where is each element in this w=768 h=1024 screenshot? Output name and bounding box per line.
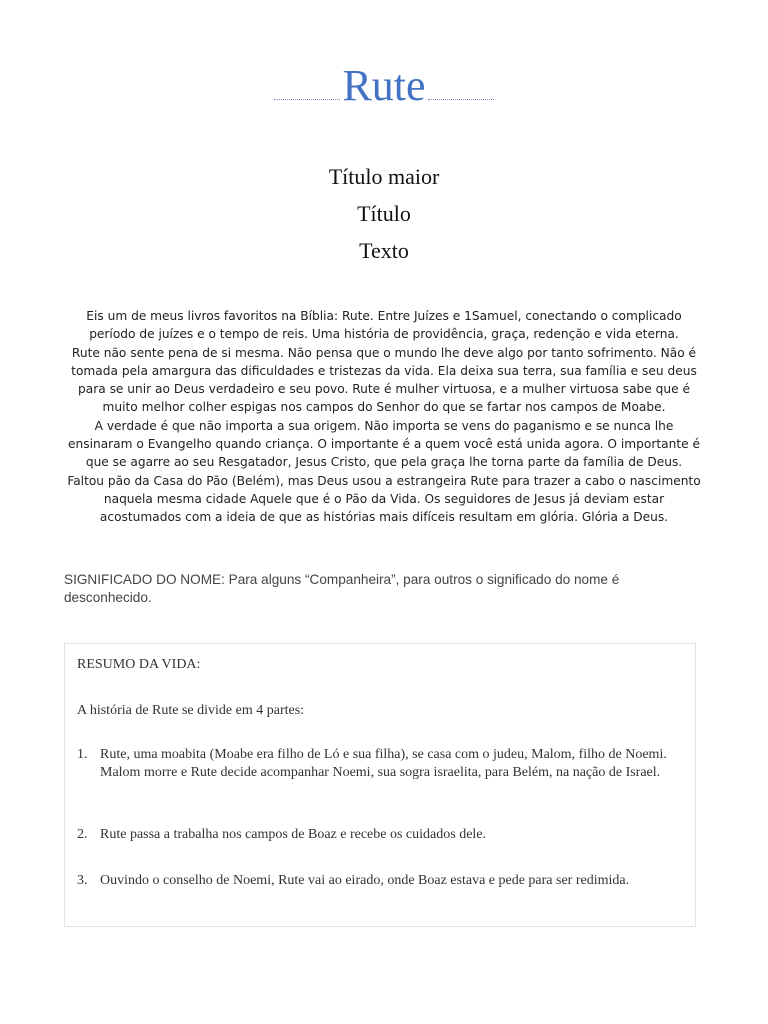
intro-paragraph: Rute não sente pena de si mesma. Não pensa que o mundo lhe deve algo por tanto sofrimento. Não é tomada pela amargura das dificuldades e tristezas da vida. Ela deixa sua terra, sua família e seu deus para se unir ao Deus verdadeiro e seu povo. Rute é mulher virtuosa, e a mulher virtuosa sabe que é muito melhor colher espigas nos campos do Senhor do que se fartar nos campos de Moabe. — [71, 345, 697, 415]
intro-paragraph: Faltou pão da Casa do Pão (Belém), mas Deus usou a estrangeira Rute para trazer a cabo o nascimento naquela mesma cidade Aquele que é o Pão da Vida. Os seguidores de Jesus já deviam estar acostumados com a ideia de que as histórias mais difíceis resultam em glória. Glória a Deus. — [67, 473, 701, 525]
list-item-number: 2. — [77, 827, 88, 842]
list-item — [77, 826, 689, 844]
document-title: Rute — [342, 61, 426, 110]
heading-text: Texto — [359, 238, 409, 263]
title-leader-right — [428, 99, 494, 100]
list-item-text: Rute, uma moabita (Moabe era filho de Ló e sua filha), se casa com o judeu, Malom, filho de Noemi. Malom morre e Rute decide acompanhar Noemi, sua sogra israelita, para Belém, na nação de Israel. — [100, 747, 667, 780]
title-row — [0, 60, 768, 112]
list-item-text: Ouvindo o conselho de Noemi, Rute vai ao eirado, onde Boaz estava e pede para ser redimida. — [100, 873, 630, 888]
life-summary-box — [64, 643, 696, 927]
summary-lead: A história de Rute se divide em 4 partes: — [77, 703, 305, 718]
list-item — [77, 746, 689, 781]
list-item-number: 1. — [77, 747, 88, 762]
list-item — [77, 872, 689, 890]
name-meaning: SIGNIFICADO DO NOME: Para alguns “Companheira”, para outros o significado do nome é desconhecido. — [64, 572, 620, 605]
title-leader-left — [274, 99, 340, 100]
intro-paragraph: A verdade é que não importa a sua origem. Não importa se vens do paganismo e se nunca lhe ensinaram o Evangelho quando criança. O importante é a quem você está unida agora. O importante é que se agarre ao seu Resgatador, Jesus Cristo, que pela graça lhe torna parte da família de Deus. — [68, 418, 700, 470]
heading-samples — [0, 158, 768, 269]
intro-paragraph: Eis um de meus livros favoritos na Bíblia: Rute. Entre Juízes e 1Samuel, conectando o complicado período de juízes e o tempo de reis. Uma história de providência, graça, redenção e vida eterna. — [86, 309, 682, 342]
intro-text — [64, 307, 704, 527]
heading-title: Título — [357, 201, 411, 226]
list-item-text: Rute passa a trabalha nos campos de Boaz e recebe os cuidados dele. — [100, 827, 487, 842]
summary-title: RESUMO DA VIDA: — [77, 657, 201, 672]
list-item-number: 3. — [77, 873, 88, 888]
heading-major: Título maior — [328, 164, 440, 189]
